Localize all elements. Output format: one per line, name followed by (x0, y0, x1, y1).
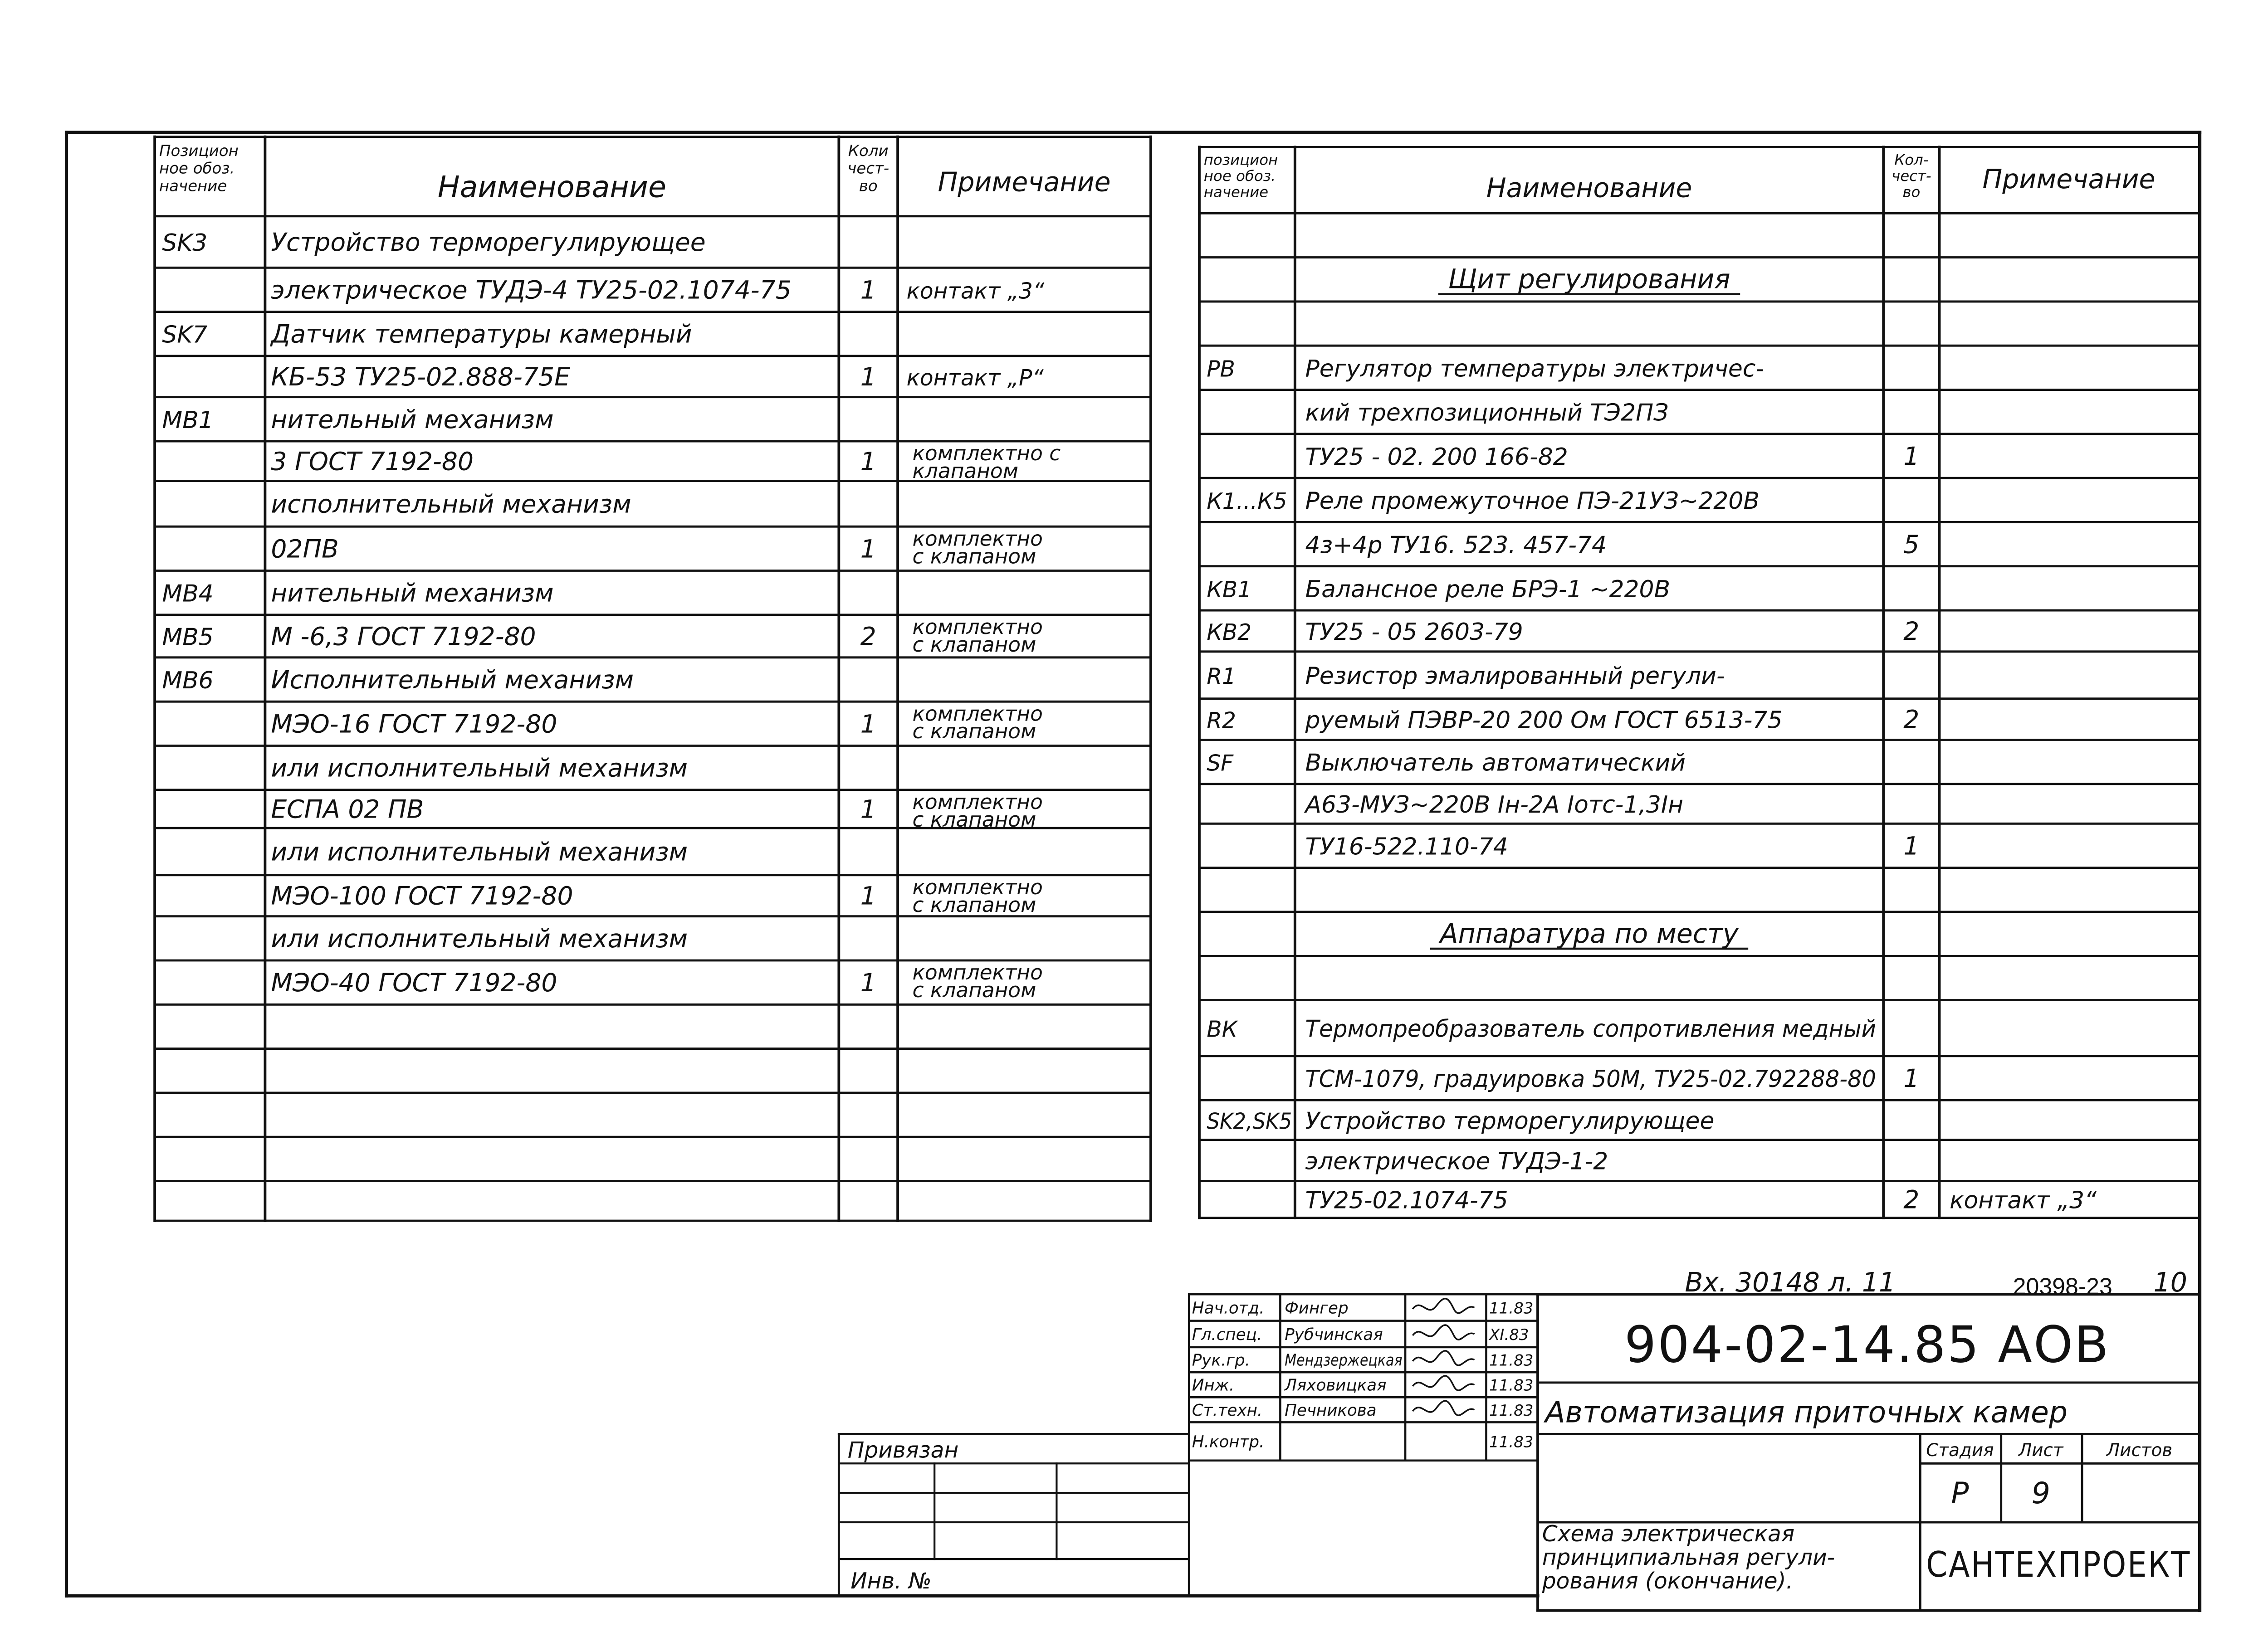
right-row-position: R1 (1207, 664, 1236, 690)
left-row-note: с клапаном (912, 544, 1036, 569)
left-row-qty: 1 (860, 795, 876, 824)
sheet-title: рования (окончание). (1542, 1568, 1793, 1594)
right-row-name: ТУ25 - 02. 200 166-82 (1305, 443, 1568, 471)
left-row-note: комплектно (912, 875, 1043, 900)
right-row-position: РВ (1207, 356, 1235, 382)
stage-value: Р (1951, 1476, 1969, 1510)
left-row-qty: 1 (860, 969, 876, 998)
right-row-name: Термопреобразователь сопротивления медный (1305, 1015, 1876, 1043)
left-row-name: или исполнительный механизм (271, 754, 688, 783)
organization-name: САНТЕХПРОЕКТ (1926, 1544, 2191, 1586)
left-row-name: Исполнительный механизм (271, 665, 634, 695)
left-header-qty: чест- (847, 159, 890, 178)
right-header-name: Наименование (1486, 172, 1692, 204)
right-header-position: начение (1203, 183, 1269, 201)
signer-name: Ляховицкая (1285, 1376, 1387, 1395)
left-row-name: нительный механизм (271, 579, 554, 608)
left-row-note: с клапаном (912, 978, 1036, 1003)
signer-role: Гл.спец. (1192, 1325, 1262, 1344)
right-row-name: ТУ25-02.1074-75 (1305, 1187, 1508, 1214)
signer-date: 11.83 (1489, 1299, 1534, 1318)
right-row-name: руемый ПЭВР-20 200 Ом ГОСТ 6513-75 (1305, 706, 1783, 734)
project-title: Автоматизация приточных камер (1545, 1395, 2068, 1430)
left-row-name: МЭО-40 ГОСТ 7192-80 (271, 969, 557, 998)
right-row-qty: 1 (1903, 1064, 1920, 1093)
right-row-name: Балансное реле БРЭ-1 ~220В (1305, 575, 1671, 603)
left-header-qty: во (859, 177, 878, 195)
left-row-note: с клапаном (912, 719, 1036, 744)
right-row-position: ВК (1207, 1017, 1238, 1043)
right-row-name: Регулятор температуры электричес- (1305, 355, 1765, 383)
signer-date: 11.83 (1489, 1401, 1534, 1420)
right-row-name: ТСМ-1079, градуировка 50М, ТУ25-02.792288-80 (1305, 1065, 1876, 1093)
inventory-number-label: Инв. № (850, 1568, 932, 1594)
right-row-name: Резистор эмалированный регули- (1305, 663, 1725, 690)
bound-label: Привязан (847, 1437, 959, 1463)
right-row-position: SF (1207, 750, 1234, 776)
right-header-qty: во (1902, 183, 1921, 201)
sheet-title: принципиальная регули- (1542, 1545, 1835, 1571)
right-header-position: ное обоз. (1203, 167, 1276, 185)
signer-role: Рук.гр. (1192, 1351, 1250, 1370)
right-row-name: ТУ16-522.110-74 (1305, 833, 1508, 861)
right-row-qty: 2 (1903, 705, 1920, 735)
sheet-label: Лист (2018, 1440, 2063, 1461)
left-row-qty: 1 (860, 710, 876, 739)
left-header-position: ное обоз. (159, 159, 235, 178)
left-row-name: ЕСПА 02 ПВ (271, 795, 424, 824)
left-row-name: 3 ГОСТ 7192-80 (271, 447, 474, 477)
right-row-position: КВ1 (1207, 577, 1252, 603)
left-row-qty: 1 (860, 535, 876, 564)
signer-name: Мендзержецкая (1285, 1351, 1403, 1370)
right-row-name: А63-МУЗ~220В Iн-2А Iотс-1,3Iн (1305, 791, 1684, 819)
left-row-name: КБ-53 ТУ25-02.888-75Е (271, 362, 570, 392)
left-header-qty: Коли (848, 141, 889, 160)
left-header-name: Наименование (437, 170, 666, 205)
signer-date: 11.83 (1489, 1351, 1534, 1370)
left-row-note: с клапаном (912, 892, 1036, 917)
right-row-name: 4з+4р ТУ16. 523. 457-74 (1305, 531, 1607, 559)
left-row-position: SK3 (162, 229, 208, 257)
left-row-position: МВ4 (162, 580, 214, 608)
right-row-qty: 2 (1903, 1185, 1920, 1215)
left-row-position: МВ6 (162, 667, 214, 694)
right-header-qty: Кол- (1894, 151, 1929, 169)
left-row-note: контакт „3“ (906, 278, 1045, 304)
right-row-name: электрическое ТУДЭ-1-2 (1305, 1148, 1608, 1175)
signer-date: 11.83 (1489, 1376, 1534, 1395)
left-row-note: клапаном (912, 459, 1018, 483)
left-row-qty: 1 (860, 276, 876, 305)
left-row-name: исполнительный механизм (271, 490, 631, 519)
signer-role: Ст.техн. (1192, 1401, 1263, 1420)
signer-name: Рубчинская (1285, 1325, 1383, 1344)
right-header-position: позицион (1203, 151, 1278, 169)
left-row-note: комплектно (912, 960, 1043, 985)
right-header-note: Примечание (1982, 164, 2156, 195)
right-row-name: ТУ25 - 05 2603-79 (1305, 618, 1523, 646)
left-row-qty: 2 (860, 622, 876, 652)
right-row-name: Выключатель автоматический (1305, 749, 1686, 777)
right-row-position: КВ2 (1207, 619, 1252, 645)
left-row-note: контакт „Р“ (906, 365, 1044, 391)
signer-name: Печникова (1285, 1401, 1377, 1420)
signature (1413, 1401, 1474, 1415)
left-row-name: электрическое ТУДЭ-4 ТУ25-02.1074-75 (271, 276, 792, 305)
right-row-position: К1...К5 (1207, 489, 1287, 515)
sheet-title: Схема электрическая (1542, 1521, 1795, 1547)
left-header-position: начение (159, 177, 227, 195)
left-row-name: МЭО-16 ГОСТ 7192-80 (271, 710, 557, 739)
signer-name: Фингер (1285, 1299, 1349, 1318)
drawing-designation: 904-02-14.85 АОВ (1624, 1316, 2110, 1374)
left-row-name: или исполнительный механизм (271, 838, 688, 867)
left-row-qty: 1 (860, 362, 876, 392)
right-row-qty: 1 (1903, 442, 1920, 471)
right-section-heading: Щит регулирования (1448, 263, 1730, 295)
sheets-label: Листов (2106, 1440, 2173, 1461)
left-row-position: МВ1 (162, 406, 214, 434)
album-number: 20398-23 (2013, 1273, 2112, 1300)
right-section-heading: Аппаратура по месту (1440, 918, 1739, 950)
left-row-position: МВ5 (162, 624, 214, 651)
left-row-note: комплектно с (912, 441, 1061, 466)
left-header-position: Позицион (159, 141, 239, 160)
left-row-qty: 1 (860, 882, 876, 911)
left-row-note: комплектно (912, 789, 1043, 814)
left-row-note: комплектно (912, 614, 1043, 639)
left-row-note: комплектно (912, 702, 1043, 726)
left-row-name: МЭО-100 ГОСТ 7192-80 (271, 882, 573, 911)
signer-date: 11.83 (1489, 1433, 1534, 1452)
left-row-name: нительный механизм (271, 405, 554, 434)
right-row-note: контакт „3“ (1950, 1187, 2097, 1214)
left-row-position: SK7 (162, 321, 208, 349)
right-row-position: SK2,SK5 (1207, 1109, 1292, 1135)
signer-role: Н.контр. (1192, 1432, 1265, 1452)
right-row-position: R2 (1207, 708, 1236, 734)
signer-role: Нач.отд. (1192, 1299, 1265, 1318)
left-row-name: Датчик температуры камерный (271, 320, 692, 349)
left-row-name: или исполнительный механизм (271, 924, 688, 954)
left-row-note: с клапаном (912, 632, 1036, 657)
left-row-name: М -6,3 ГОСТ 7192-80 (271, 622, 536, 652)
signature (1413, 1325, 1474, 1340)
signature (1413, 1299, 1474, 1313)
left-row-name: 02ПВ (271, 535, 339, 564)
incoming-reference: Вх. 30148 л. 11 (1685, 1267, 1896, 1298)
left-row-qty: 1 (860, 447, 876, 477)
right-row-qty: 5 (1903, 530, 1920, 560)
right-row-name: Устройство терморегулирующее (1305, 1107, 1715, 1135)
signature (1413, 1351, 1474, 1365)
right-row-qty: 2 (1903, 617, 1920, 646)
left-row-note: с клапаном (912, 807, 1036, 832)
signer-date: XI.83 (1489, 1325, 1529, 1344)
right-row-qty: 1 (1903, 832, 1920, 861)
stage-label: Стадия (1926, 1440, 1994, 1461)
right-row-name: Реле промежуточное ПЭ-21УЗ~220В (1305, 487, 1760, 515)
signature (1413, 1376, 1474, 1390)
right-row-name: кий трехпозиционный ТЭ2ПЗ (1305, 399, 1669, 427)
left-row-name: Устройство терморегулирующее (271, 228, 706, 258)
right-header-qty: чест- (1892, 167, 1931, 185)
left-row-note: комплектно (912, 526, 1043, 551)
sheet-page-number: 10 (2153, 1267, 2187, 1298)
left-header-note: Примечание (938, 166, 1111, 198)
sheet-value: 9 (2031, 1476, 2050, 1510)
signer-role: Инж. (1192, 1376, 1235, 1395)
